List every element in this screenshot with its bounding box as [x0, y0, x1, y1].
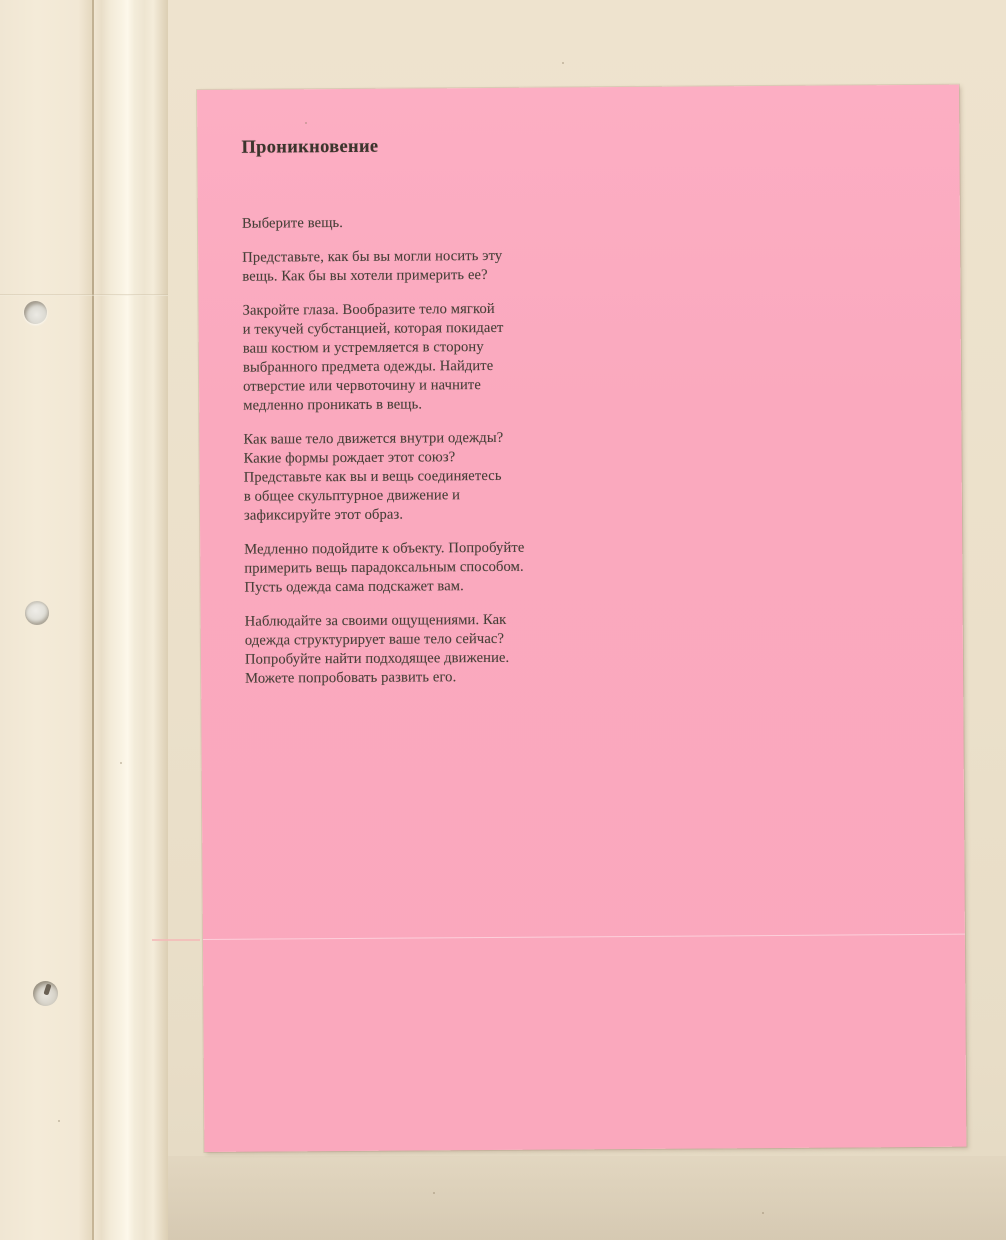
- dust-speck: [305, 122, 307, 124]
- instruction-paragraph-3: Закройте глаза. Вообразите тело мягкой и текучей субстанцией, которая покидает ваш костюм и устремляется в сторону выбранного предмета одежды. Найдите отверстие или червоточину и начните медленно проникать в вещь.: [242, 300, 504, 414]
- sheet-content: [197, 85, 963, 689]
- hole-punch-bottom: [33, 981, 58, 1006]
- horizontal-crease-upper: [0, 294, 168, 296]
- pink-sheet: [197, 85, 966, 1152]
- hole-punch-middle: [25, 601, 49, 625]
- sheet-scan-crease: [203, 934, 965, 940]
- instruction-paragraph-1: Выберите вещь.: [241, 214, 344, 232]
- page-title: Проникновение: [241, 136, 379, 158]
- instruction-paragraph-2: Представьте, как бы вы могли носить эту вещь. Как бы вы хотели примерить ее?: [242, 247, 503, 285]
- binder-clasp-mark: [43, 983, 51, 995]
- dust-speck: [762, 1212, 764, 1214]
- dust-speck: [433, 1192, 435, 1194]
- binder-hinge-folds: [94, 0, 168, 1240]
- dust-speck: [562, 62, 564, 64]
- instruction-paragraph-6: Наблюдайте за своими ощущениями. Как одежда структурирует ваше тело сейчас? Попробуйте найти подходящее движение. Можете попробовать развить его.: [244, 611, 510, 687]
- instruction-paragraph-5: Медленно подойдите к объекту. Попробуйте примерить вещь парадоксальным способом. Пусть одежда сама подскажет вам.: [244, 539, 525, 596]
- backing-page-lower-shadow: [168, 1156, 1006, 1240]
- dust-speck: [120, 762, 122, 764]
- instruction-paragraph-4: Как ваше тело движется внутри одежды? Какие формы рождает этот союз? Представьте как вы и вещь соединяетесь в общее скульптурное движение и зафиксируйте этот образ.: [243, 429, 504, 524]
- dust-speck: [58, 1120, 60, 1122]
- horizontal-crease-lower: [152, 939, 200, 941]
- hole-punch-top: [24, 301, 47, 324]
